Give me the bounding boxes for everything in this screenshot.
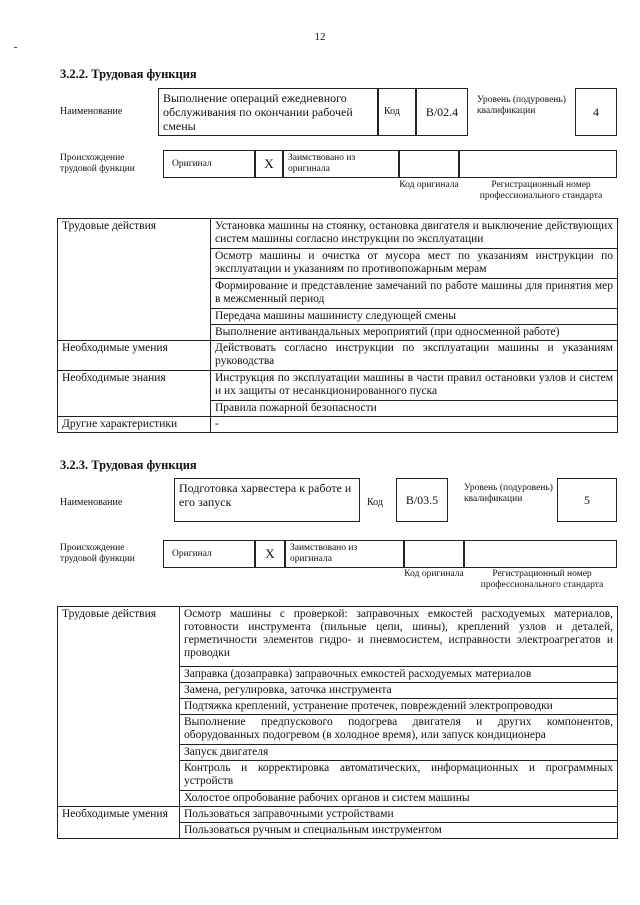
row-label-other: Другие характеристики: [58, 417, 211, 433]
name-label: Наименование: [60, 497, 123, 508]
page-number: 12: [314, 31, 326, 43]
level-label: Уровень (подуровень) квалификации: [464, 483, 553, 504]
row-label-labor-actions: Трудовые действия: [58, 219, 211, 341]
code-original-label: Код оригинала: [399, 180, 459, 190]
code-original-label: Код оригинала: [404, 569, 464, 579]
table-cell: Формирование и представление замечаний по работе машины для принятия мер в межсменный период: [211, 279, 618, 309]
table-cell: Инструкция по эксплуатации машины в части правил остановки узлов и систем и их защиты от несанкционированного пуска: [211, 371, 618, 401]
function-name-box: Выполнение операций ежедневного обслуживания по окончании рабочей смены: [158, 88, 378, 136]
section-title-3-2-3: 3.2.3. Трудовая функция: [60, 458, 197, 472]
table-cell: Пользоваться заправочными устройствами: [180, 807, 618, 823]
table-cell: Контроль и корректировка автоматических, информационных и программных устройств: [180, 761, 618, 791]
row-label-knowledge: Необходимые знания: [58, 371, 211, 417]
margin-mark: [14, 47, 17, 48]
function2-table: [57, 606, 618, 839]
reg-number-box: [464, 540, 617, 568]
borrowed-label: Заимствовано из оригинала: [285, 540, 404, 568]
table-cell: Заправка (дозаправка) заправочных емкостей расходуемых материалов: [180, 667, 618, 683]
table-cell: Передача машины машинисту следующей смены: [211, 309, 618, 325]
row-label-skills: Необходимые умения: [58, 807, 180, 839]
table-cell: Установка машины на стоянку, остановка двигателя и выключение действующих систем машины согласно инструкции по эксплуатации: [211, 219, 618, 249]
table-cell: Пользоваться ручным и специальным инструментом: [180, 823, 618, 839]
table-cell: Замена, регулировка, заточка инструмента: [180, 683, 618, 699]
function-name-box: Подготовка харвестера к работе и его запуск: [174, 478, 360, 522]
name-label: Наименование: [60, 106, 123, 117]
original-mark: X: [255, 150, 283, 178]
origin-label: Происхождение трудовой функции: [60, 543, 135, 564]
reg-number-box: [459, 150, 617, 178]
table-cell: Выполнение антивандальных мероприятий (при односменной работе): [211, 325, 618, 341]
original-mark: X: [255, 540, 285, 568]
code-label: Код: [378, 88, 416, 136]
borrowed-label: Заимствовано из оригинала: [283, 150, 399, 178]
code-original-box: [399, 150, 459, 178]
code-label: Код: [367, 497, 383, 508]
table-cell: -: [211, 417, 618, 433]
function-code-box: B/03.5: [396, 478, 448, 522]
section-title-3-2-2: 3.2.2. Трудовая функция: [60, 67, 197, 81]
level-box: 5: [557, 478, 617, 522]
table-cell: Действовать согласно инструкции по эксплуатации машины и указаниям руководства: [211, 341, 618, 371]
table-cell: Выполнение предпускового подогрева двигателя и других компонентов, оборудованных подогревом (в холодное время), или запуск кондиционера: [180, 715, 618, 745]
table-cell: Осмотр машины и очистка от мусора мест по указаниям инструкции по эксплуатации и указаниям по противопожарным мерам: [211, 249, 618, 279]
code-original-box: [404, 540, 464, 568]
level-label: Уровень (подуровень) квалификации: [477, 95, 566, 116]
original-label: Оригинал: [163, 150, 255, 178]
table-cell: Осмотр машины с проверкой: заправочных емкостей расходуемых материалов, готовности инструмента (пильные цепи, шины), креплений узлов и деталей, герметичности элементов гидро- и пневмосистем, исправности электроагрегатов и проводки: [180, 607, 618, 667]
table-cell: Подтяжка креплений, устранение протечек, повреждений электропроводки: [180, 699, 618, 715]
original-label: Оригинал: [163, 540, 255, 568]
level-box: 4: [575, 88, 617, 136]
reg-number-label: Регистрационный номер профессионального стандарта: [479, 180, 603, 201]
reg-number-label: Регистрационный номер профессионального стандарта: [480, 569, 604, 590]
table-cell: Холостое опробование рабочих органов и систем машины: [180, 791, 618, 807]
table-cell: Правила пожарной безопасности: [211, 401, 618, 417]
row-label-skills: Необходимые умения: [58, 341, 211, 371]
function1-table: [57, 218, 618, 433]
row-label-labor-actions: Трудовые действия: [58, 607, 180, 807]
table-cell: Запуск двигателя: [180, 745, 618, 761]
origin-label: Происхождение трудовой функции: [60, 153, 135, 174]
function-code-box: B/02.4: [416, 88, 468, 136]
